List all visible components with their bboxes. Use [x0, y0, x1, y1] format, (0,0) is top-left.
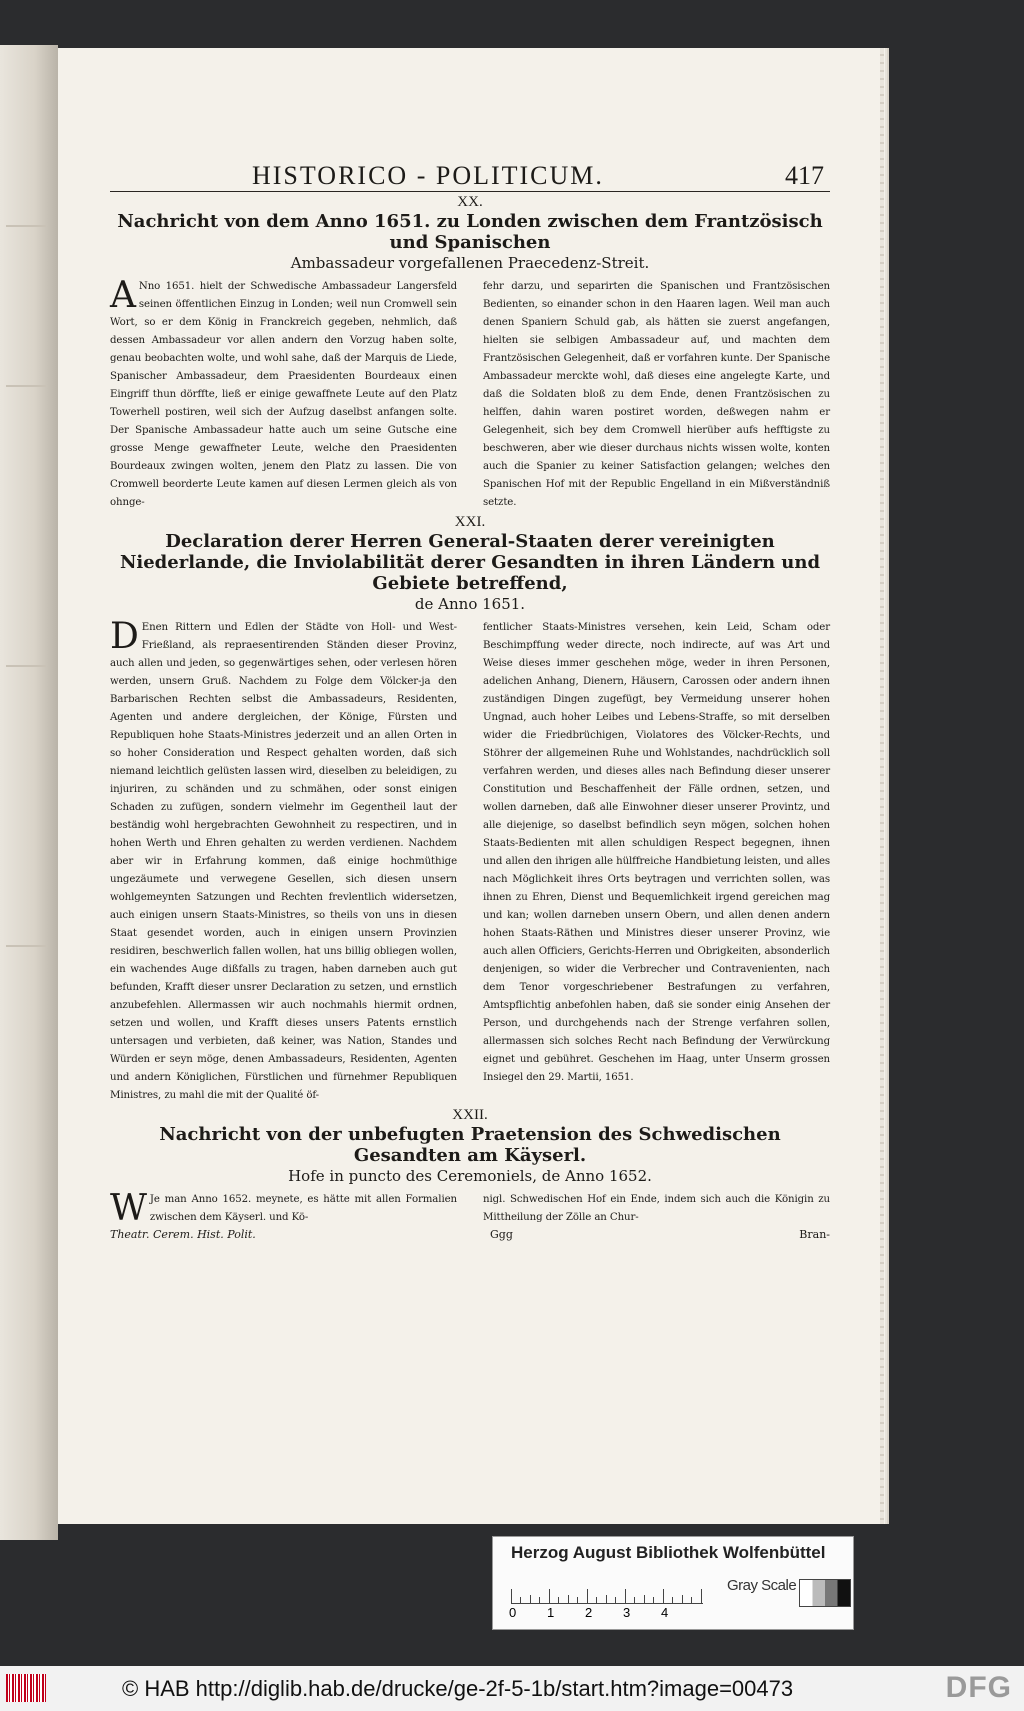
- two-column-text: [110, 275, 830, 512]
- scale-number: 3: [623, 1605, 631, 1620]
- section-heading: Declaration derer Herren General-Staaten derer vereinigten Niederlande, die Inviolabilität derer Gesandten in ihren Ländern und Gebiete betreffend,: [119, 531, 821, 594]
- gray-scale-swatch: [799, 1579, 851, 1607]
- page-footer: [110, 1228, 830, 1241]
- section-number: XXII.: [452, 1107, 488, 1123]
- drop-initial: W: [110, 1188, 147, 1229]
- section-number: XX.: [457, 194, 483, 210]
- credit-url[interactable]: © HAB http://diglib.hab.de/drucke/ge-2f-5-1b/start.htm?image=00473: [122, 1676, 794, 1701]
- page-number: 417: [785, 161, 824, 190]
- drop-initial: D: [110, 616, 139, 657]
- scale-number: 1: [547, 1605, 555, 1620]
- bottom-credit-bar: [0, 1666, 1024, 1711]
- scale-number: 2: [585, 1605, 593, 1620]
- dfg-logo: DFG: [945, 1671, 1012, 1704]
- gray-scale-label: Gray Scale: [727, 1577, 797, 1594]
- column-text: Je man Anno 1652. meynete, es hätte mit allen Formalien zwischen dem Käyserl. und Kö-: [149, 1194, 457, 1223]
- right-column: fentlicher Staats-Ministres versehen, kein Leid, Scham oder Beschimpffung weder directe, noch indirecte, auf was Art und Weise dieses immer geschehen möge, weder in ihren Personen, adelichen Anhang, Dienern, Häusern, Carossen oder andern ihnen zuständigen Dingen zugefügt, bey Vermeidung unserer hohen Ungnad, auch hoher Leibes und Lebens-Straffe, so mit derselben wider die Friedbrüchigen, Violatores des Völcker-Rechts, und Stöhrer der allgemeinen Ruhe und Wohlstandes, nachdrücklich soll verfahren werden, und dieses alles nach Befindung dieser unserer Constitution und Beschaffenheit der Fälle ordnen, setzen, und wollen darneben, daß alle Einwohner dieser unserer Provintz, und alle diejenige, so daselbst befindlich seyn mögen, solchen hohen Staats-Bedienten mit allen schuldigen Respect begegnen, ihnen und allen den ihrigen alle hülffreiche Handbietung leisten, und alles nach Möglichkeit ihres Orts beytragen und verrichten sollen, was ihnen zu Ehren, Dienst und Bequemlichkeit irgend gereichen mag und kan; wollen darneben unsern Obern, und allen denen andern hohen Staats-Räthen und Ministres dieser unserer Provinz, wie auch allen Officiers, Gerichts-Herren und Obrigkeiten, absonderlich denjenigen, so wider die Verbrecher und Contravenienten, nach dem Tenor vorgeschriebener Bestrafungen zu verfahren, Amtspflichtig anbefohlen haben, daß sie sonder einig Ansehen der Person, und durchgehends nach der Strenge verfahren sollen, allermassen sich solches Recht nach Befindung der Verwürckung eignet und gebühret. Geschehen im Haag, unter Unserm grossen Insiegel den 29. Martii, 1651.: [483, 622, 831, 1083]
- source-note: Theatr. Cerem. Hist. Polit.: [110, 1228, 256, 1241]
- two-column-text: [110, 616, 831, 1105]
- section-heading-line2: Hofe in puncto des Ceremoniels, de Anno 1652.: [288, 1167, 652, 1185]
- two-column-text: [110, 1188, 830, 1229]
- right-column: nigl. Schwedischen Hof ein Ende, indem sich auch die Königin zu Mittheilung der Zölle an Chur-: [483, 1194, 830, 1223]
- book-page: [58, 48, 885, 1524]
- page-fore-edge: [880, 48, 884, 1524]
- left-column: [110, 275, 457, 512]
- section-heading-line2: de Anno 1651.: [414, 595, 526, 613]
- section-number: XXI.: [454, 514, 486, 530]
- signature-mark: Ggg: [490, 1228, 513, 1241]
- barcode-icon: [6, 1674, 46, 1702]
- catchword: Bran-: [799, 1228, 830, 1241]
- section-heading: Nachricht von dem Anno 1651. zu Londen zwischen dem Frantzösisch und Spanischen: [117, 211, 823, 253]
- scale-numbers: [509, 1605, 709, 1621]
- running-head-title: HISTORICO - POLITICUM.: [252, 161, 604, 190]
- right-column: fehr darzu, und separirten die Spanischen und Frantzösischen Bedienten, so einander schon in den Haaren lagen. Weil man auch denen Spaniern Schuld gab, als hätten sie zuerst angefangen, hielten sie selbigen Ambassadeur auf, und machten dem Frantzösischen Gelegenheit, daß er vorfahren kunte. Der Spanische Ambassadeur merckte wohl, daß dieses eine angelegte Karte, und daß die Soldaten bloß zu dem Ende, denen Frantzösischen zu helffen, dahin waren postiret worden, deßwegen nahm er Gelegenheit, sich bey dem Cromwell hierüber aufs hefftigste zu beschweren, aber wie dieser durchaus nichts wissen wolte, konten auch die Spanier zu keiner Satisfaction gelangen; welches den Spanischen Hof mit der Republic Engelland in ein Mißverständniß setzte.: [483, 281, 830, 508]
- drop-initial: A: [110, 275, 136, 316]
- scale-ruler: [511, 1575, 703, 1604]
- library-label: [492, 1536, 854, 1630]
- section-heading-line2: Ambassadeur vorgefallenen Praecedenz-Streit.: [290, 254, 650, 272]
- left-column: [110, 616, 457, 1105]
- section-heading: Nachricht von der unbefugten Praetension des Schwedischen Gesandten am Käyserl.: [159, 1124, 781, 1166]
- previous-page-edge: [0, 45, 58, 1540]
- running-head: [110, 161, 830, 192]
- column-text: Nno 1651. hielt der Schwedische Ambassadeur Langersfeld seinen öffentlichen Einzug in Londen; weil nun Cromwell sein Wort, so er dem König in Franckreich gegeben, nehmlich, daß dessen Ambassadeur vor allen andern den Vorzug haben solte, genau beobachten wolte, und wohl sahe, daß der Marquis de Liede, Spanischer Ambassadeur, dem Praesidenten Bourdeaux einen Eingriff thun dörffte, ließ er einige gewaffnete Leute auf den Platz Towerhell postiren, weil sich der Aufzug daselbst anfangen solte. Der Spanische Ambassadeur hatte auch um seine Gutsche eine grosse Menge gewaffneter Leute, welche den Praesidenten Bourdeaux zwingen wolten, jenem den Platz zu lassen. Die von Cromwell beorderte Leute kamen auf diesen Lermen gleich als von ohnge-: [110, 281, 457, 508]
- page-content: [110, 161, 830, 1241]
- column-text: Enen Rittern und Edlen der Städte von Holl- und West-Frießland, als repraesentirenden Ständen dieser Provinz, auch allen und jeden, so gegenwärtiges sehen, oder verlesen hören werden, unsern Gruß. Nachdem zu Folge dem Völcker-ja den Barbarischen Rechten selbst die Ambassadeurs, Residenten, Agenten und andere dergleichen, der Könige, Fürsten und Republiquen hohe Staats-Ministres jederzeit und an allen Orten in so hoher Consideration und Respect gehalten worden, daß sich niemand leichtlich gelüsten lassen wird, dieselben zu beleidigen, zu injuriren, zu schänden und zu schmähen, oder sonst einigen Schaden zu zufügen, sondern vielmehr im Gegentheil laut der beständig wohl hergebrachten Gewohnheit zu respectiren, und in hohen Werth und Ehren gehalten zu werden verdienen. Nachdem aber wir in Erfahrung kommen, daß einige hochmüthige ungezäumete und verwegene Gesellen, sich diesen unsern wohlgemeynten Satzungen und Rechten frevlentlich widersetzen, auch einigen unsern Staats-Ministres, so theils von uns in diesen Staat gesendet worden, auch in einigen unsern Provinzien residiren, beschwerlich fallen wollen, hat uns billig obliegen wollen, ein wachendes Auge dißfalls zu tragen, haben darneben auch gut befunden, Krafft dieser unsrer Declaration zu setzen, und ernstlich anzubefehlen. Allermassen wir auch nochmahls hiermit ordnen, setzen und wollen, und Krafft dieses unsers Patents ernstlich untersagen und verbieten, daß keiner, was Nation, Standes und Würden er seyn möge, denen Ambassadeurs, Residenten, Agenten und andern Königlichen, Fürstlichen und fürnehmer Republiquen Ministres, zu mahl die mit der Qualité öf-: [110, 622, 457, 1101]
- library-name: Herzog August Bibliothek Wolfenbüttel: [511, 1543, 826, 1562]
- scale-number: 4: [661, 1605, 669, 1620]
- scale-number: 0: [509, 1605, 517, 1620]
- left-column: [110, 1188, 457, 1229]
